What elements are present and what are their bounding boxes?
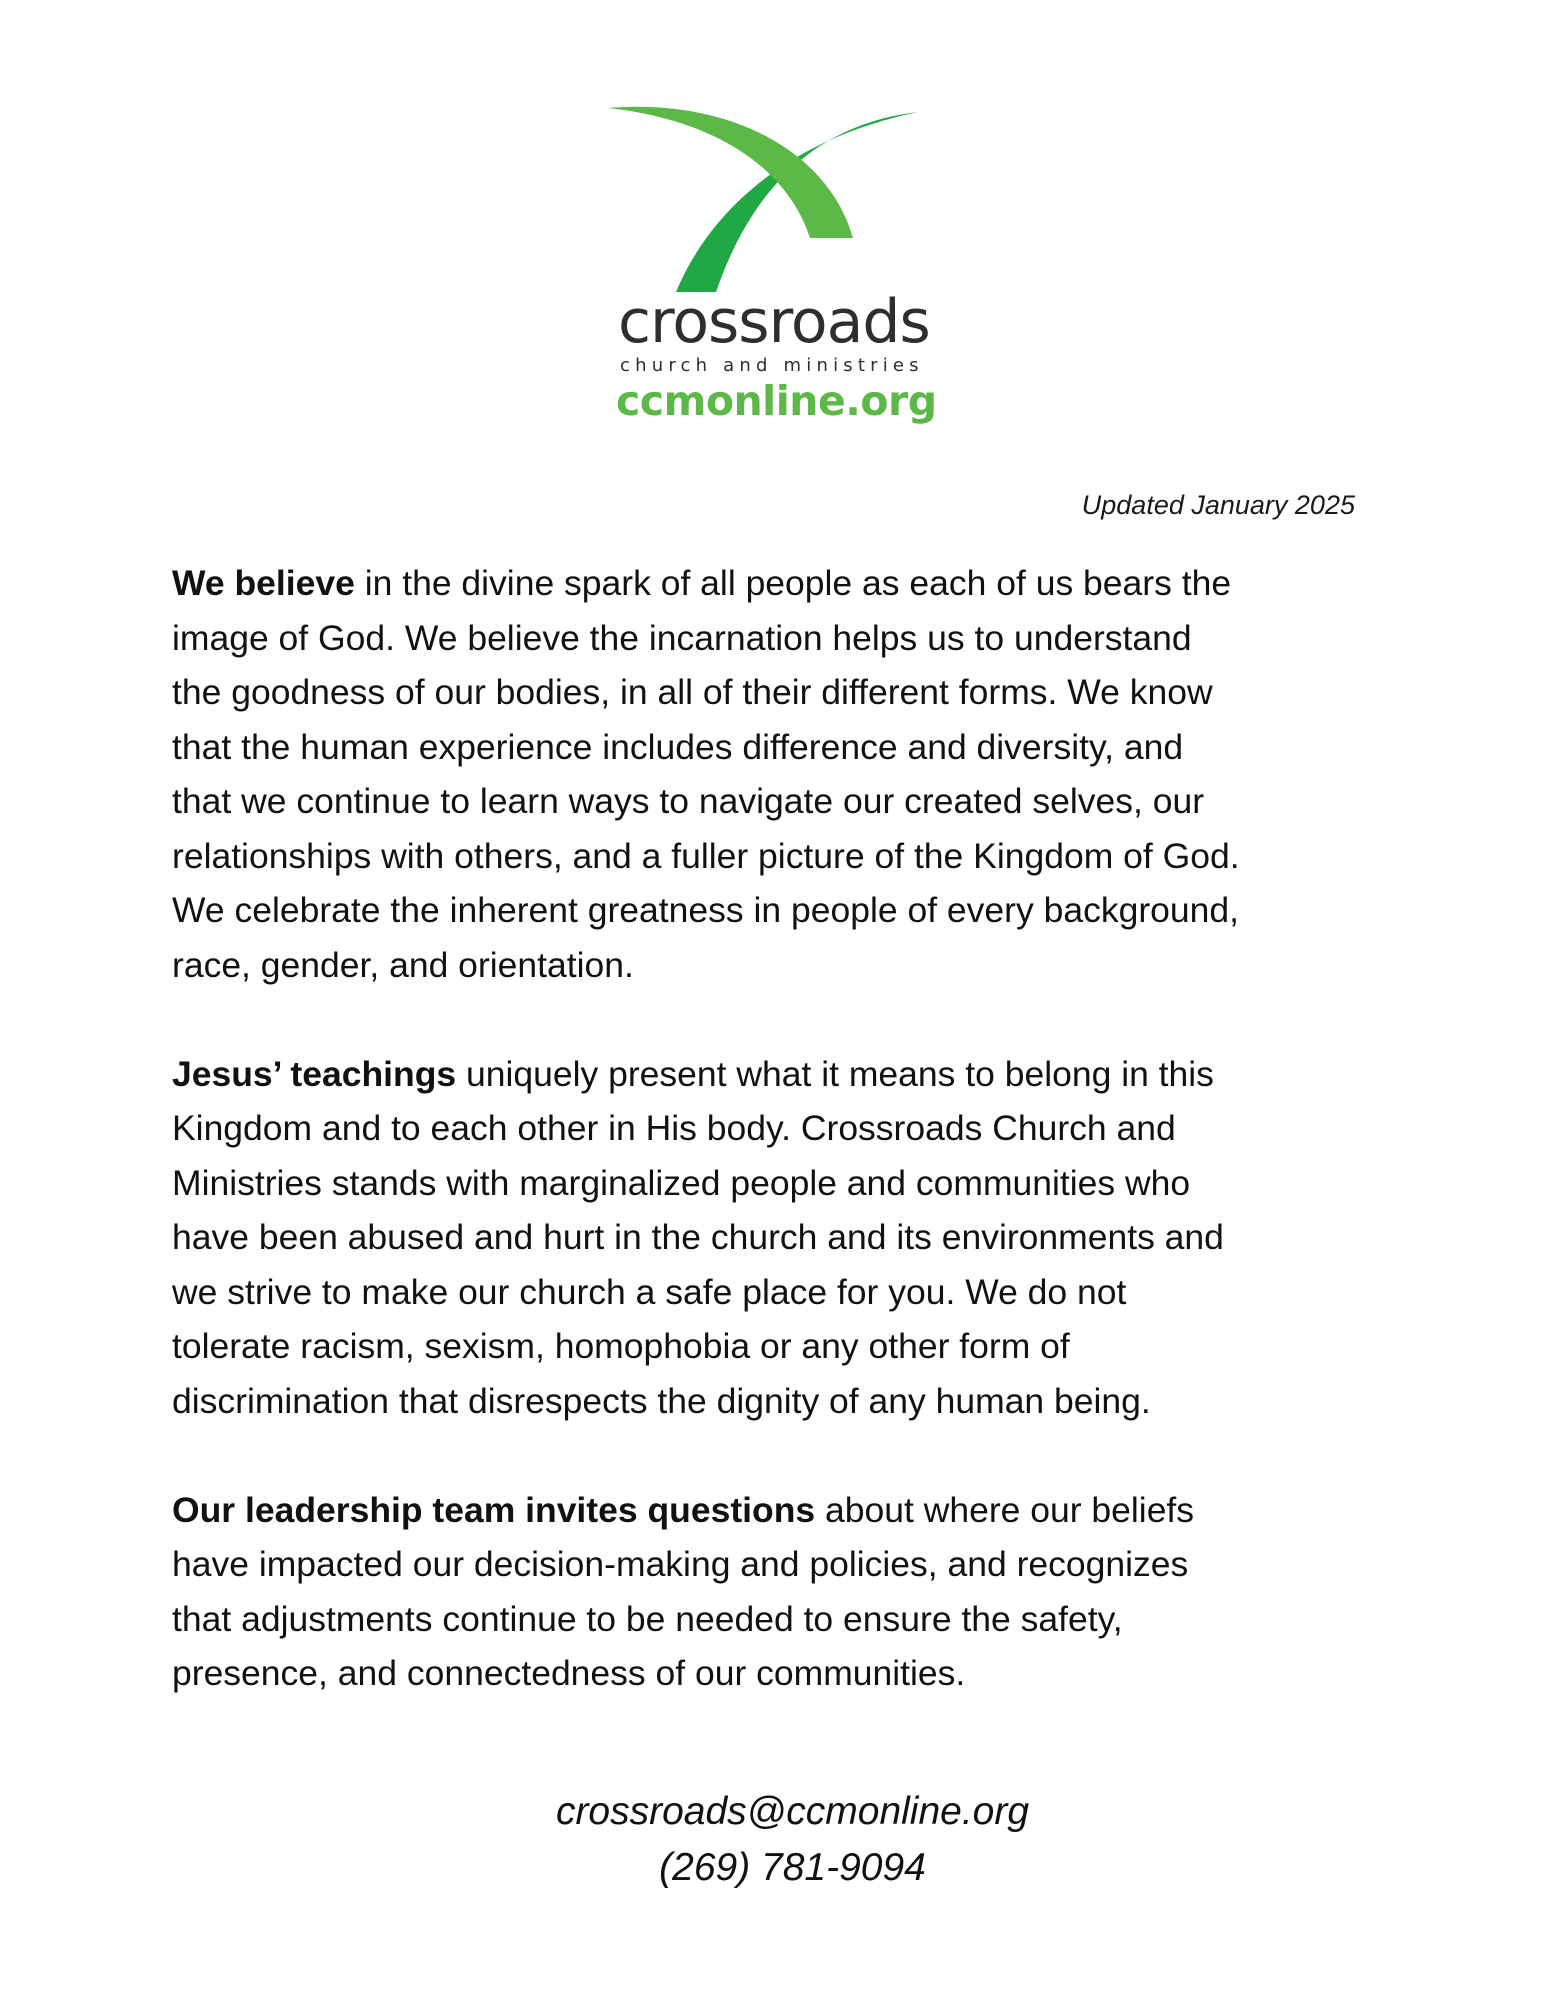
contact-block: [0, 1784, 1545, 1896]
paragraph-lead: Jesus’ teachings: [172, 1053, 457, 1094]
paragraph-text: in the divine spark of all people as each of us bears the image of God. We believe the incarnation helps us to understand the goodness of our bodies, in all of their different forms. We know that the human experience includes difference and diversity, and that we continue to learn ways to navigate our created selves, our relationships with others, and a fuller picture of the Kingdom of God. We celebrate the inherent greatness in people of every background, race, gender, and orientation.: [172, 563, 1240, 985]
paragraph-lead: Our leadership team invites questions: [172, 1489, 816, 1530]
contact-phone[interactable]: (269) 781-9094: [659, 1846, 926, 1889]
logo-name: crossroads: [618, 287, 930, 357]
logo-subtitle: church and ministries: [620, 355, 924, 376]
paragraph-text: uniquely present what it means to belong in this Kingdom and to each other in His body. Crossroads Church and Ministries stands with marginalized people and communities who have been abused and hurt in the church and its environments and we strive to make our church a safe place for you. We do not tolerate racism, sexism, homophobia or any other form of discrimination that disrespects the dignity of any human being.: [172, 1053, 1224, 1421]
crossroads-logo: [598, 100, 938, 440]
paragraph-leadership: [172, 1483, 1392, 1701]
logo-url: ccmonline.org: [616, 377, 937, 425]
updated-date: Updated January 2025: [1081, 490, 1355, 520]
paragraph-text: about where our beliefs have impacted our decision-making and policies, and recognizes that adjustments continue to be needed to ensure the safety, presence, and connectedness of our communities.: [172, 1489, 1195, 1693]
crossroads-cross-icon: [598, 100, 938, 300]
contact-email[interactable]: crossroads@ccmonline.org: [555, 1790, 1030, 1833]
paragraph-teachings: [172, 1047, 1392, 1429]
statement-body: [172, 556, 1392, 1755]
paragraph-lead: We believe: [172, 563, 355, 603]
paragraph-beliefs: [172, 556, 1392, 992]
